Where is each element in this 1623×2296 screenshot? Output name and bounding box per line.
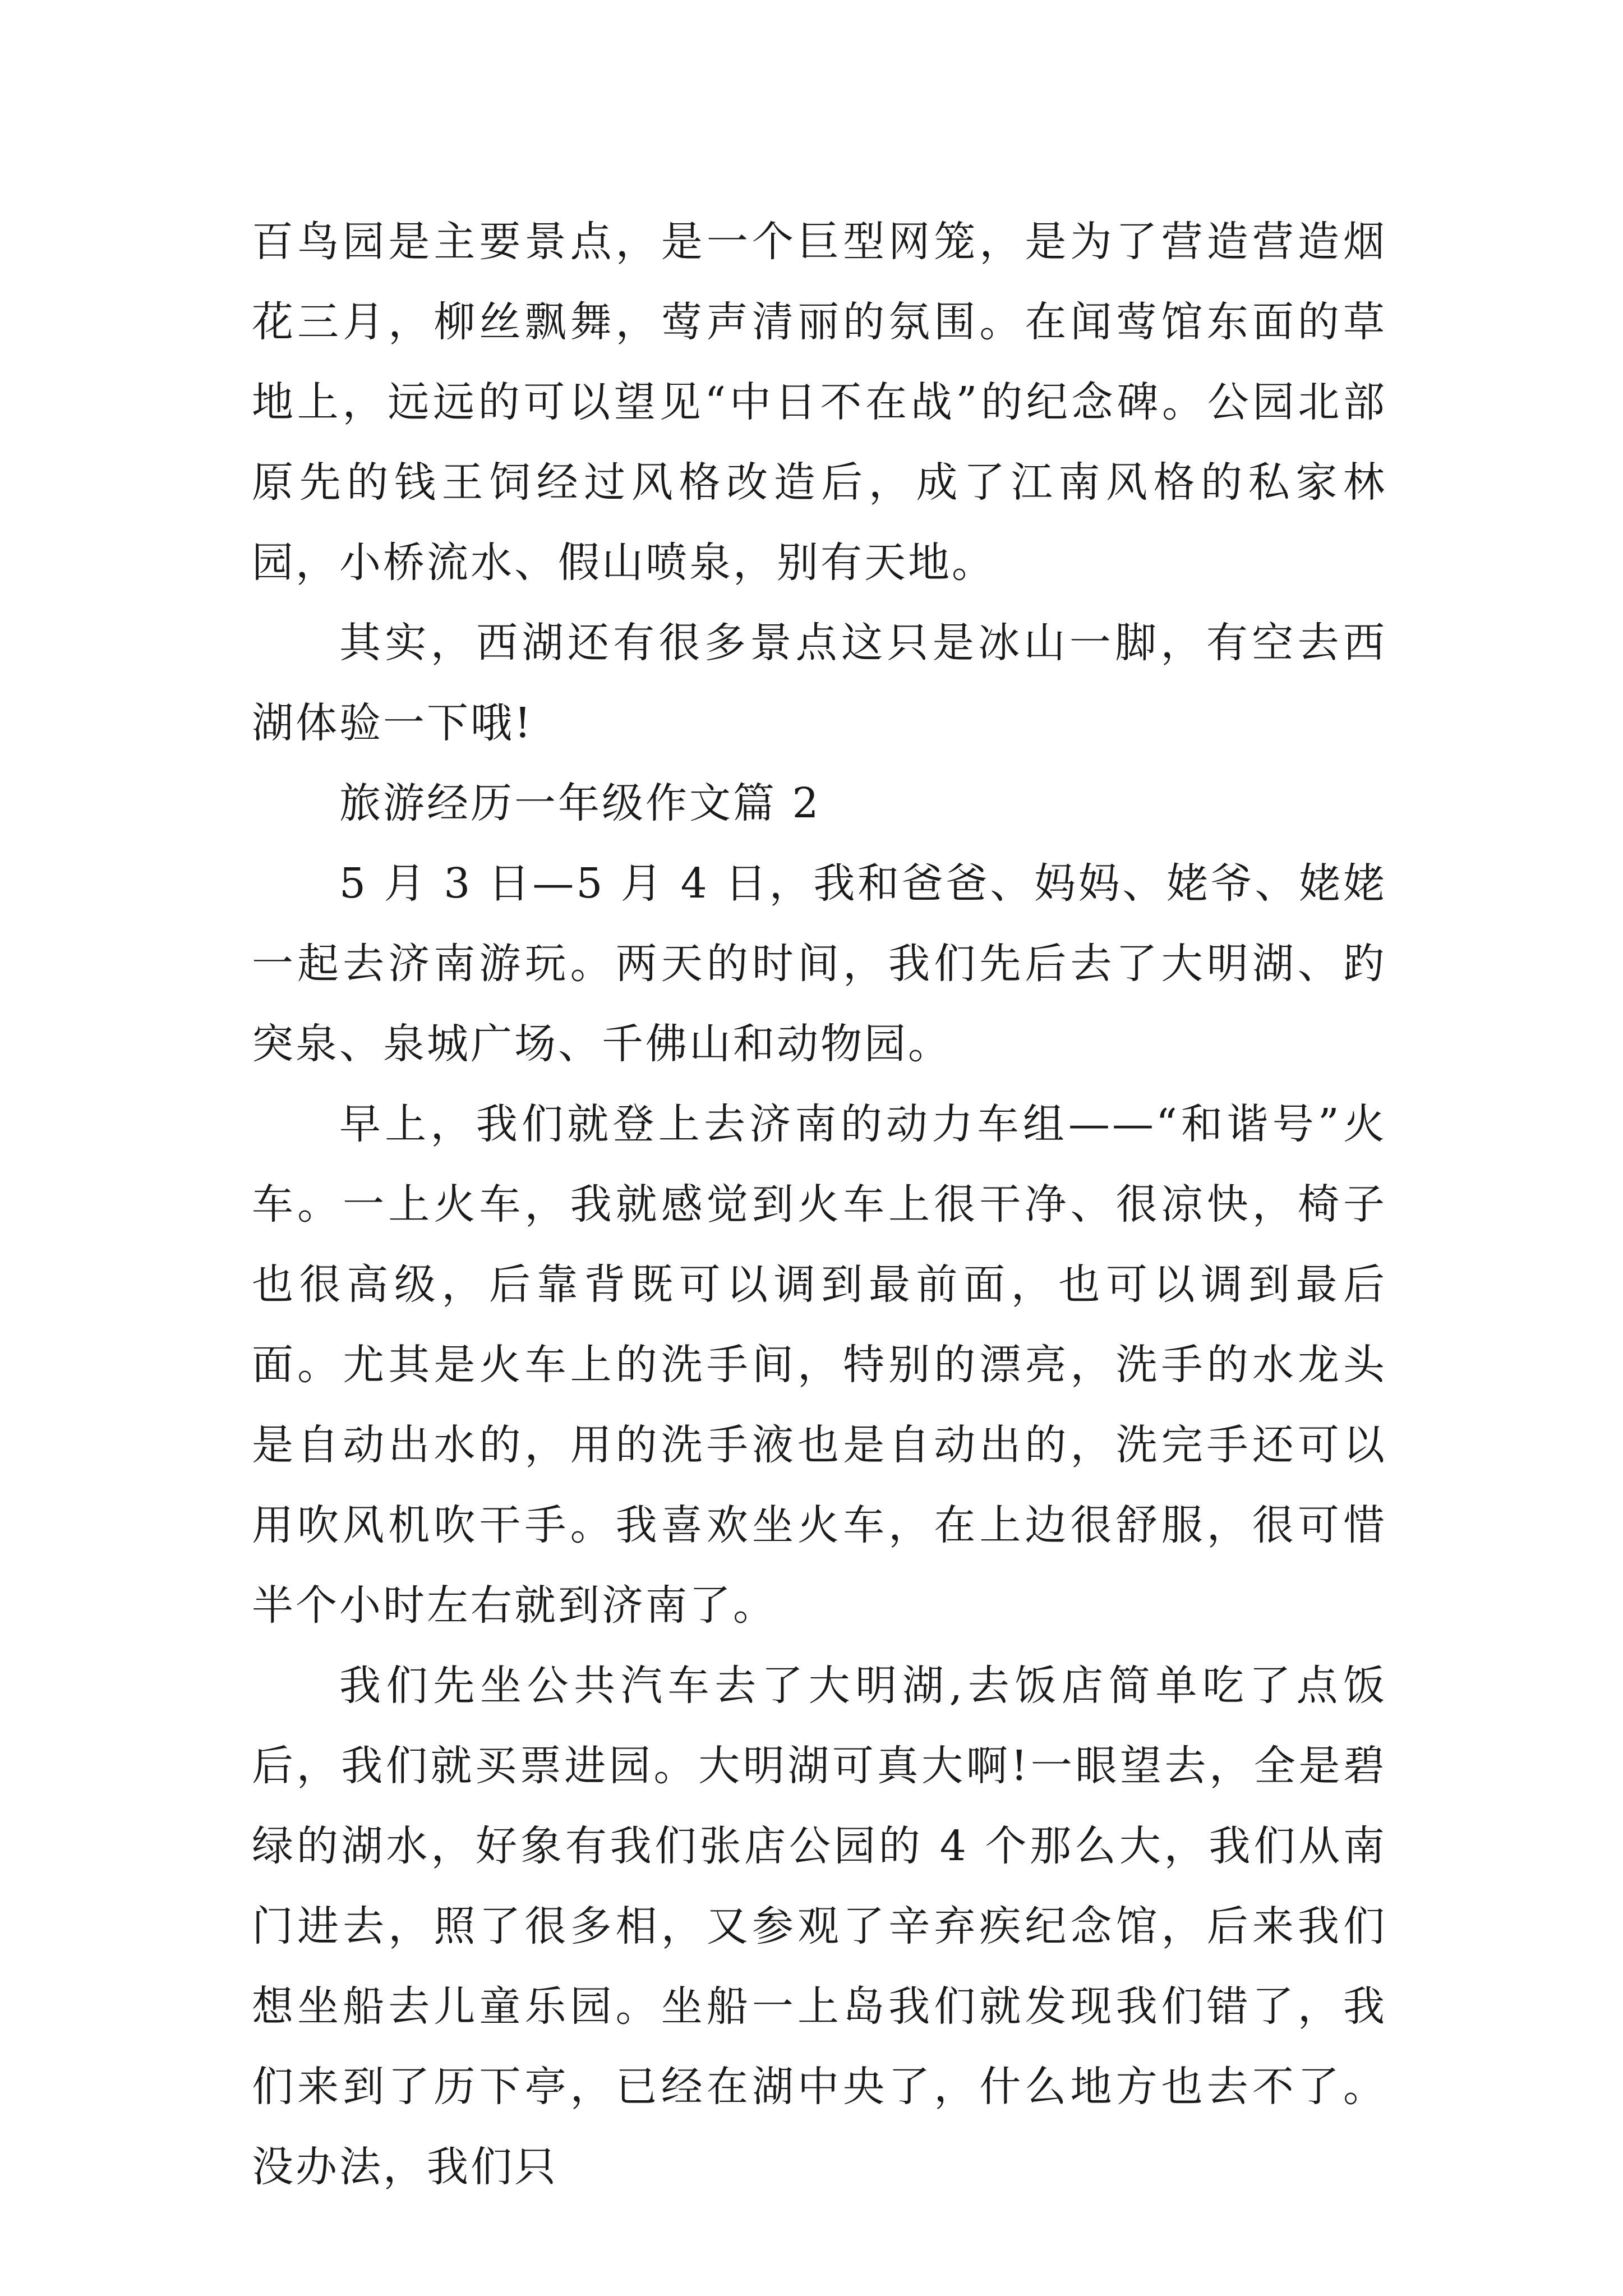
- paragraph: 早上，我们就登上去济南的动力车组——“和谐号”火车。一上火车，我就感觉到火车上很干净、很凉快，椅子也很高级，后靠背既可以调到最前面，也可以调到最后面。尤其是火车上的洗手间，特别的漂亮，洗手的水龙头是自动出水的，用的洗手液也是自动出的，洗完手还可以用吹风机吹干手。我喜欢坐火车，在上边很舒服，很可惜半个小时左右就到济南了。: [252, 1100, 1387, 1630]
- paragraph: 其实，西湖还有很多景点这只是冰山一脚，有空去西湖体验一下哦!: [252, 619, 1387, 747]
- section-heading: 旅游经历一年级作文篇 2: [339, 779, 821, 827]
- paragraph: 5 月 3 日—5 月 4 日，我和爸爸、妈妈、姥爷、姥姥一起去济南游玩。两天的时间，我们先后去了大明湖、趵突泉、泉城广场、千佛山和动物园。: [252, 859, 1387, 1068]
- paragraph: 百鸟园是主要景点，是一个巨型网笼，是为了营造营造烟花三月，柳丝飘舞，莺声清丽的氛围。在闻莺馆东面的草地上，远远的可以望见“中日不在战”的纪念碑。公园北部原先的钱王饲经过风格改造后，成了江南风格的私家林园，小桥流水、假山喷泉，别有天地。: [252, 218, 1387, 587]
- essay-body: [252, 202, 1387, 2207]
- paragraph: 我们先坐公共汽车去了大明湖,去饭店简单吃了点饭后，我们就买票进园。大明湖可真大啊!一眼望去，全是碧绿的湖水，好象有我们张店公园的 4 个那么大，我们从南门进去，照了很多相，又参观了辛弃疾纪念馆，后来我们想坐船去儿童乐园。坐船一上岛我们就发现我们错了，我们来到了历下亭，已经在湖中央了，什么地方也去不了。没办法，我们只: [252, 1662, 1387, 2191]
